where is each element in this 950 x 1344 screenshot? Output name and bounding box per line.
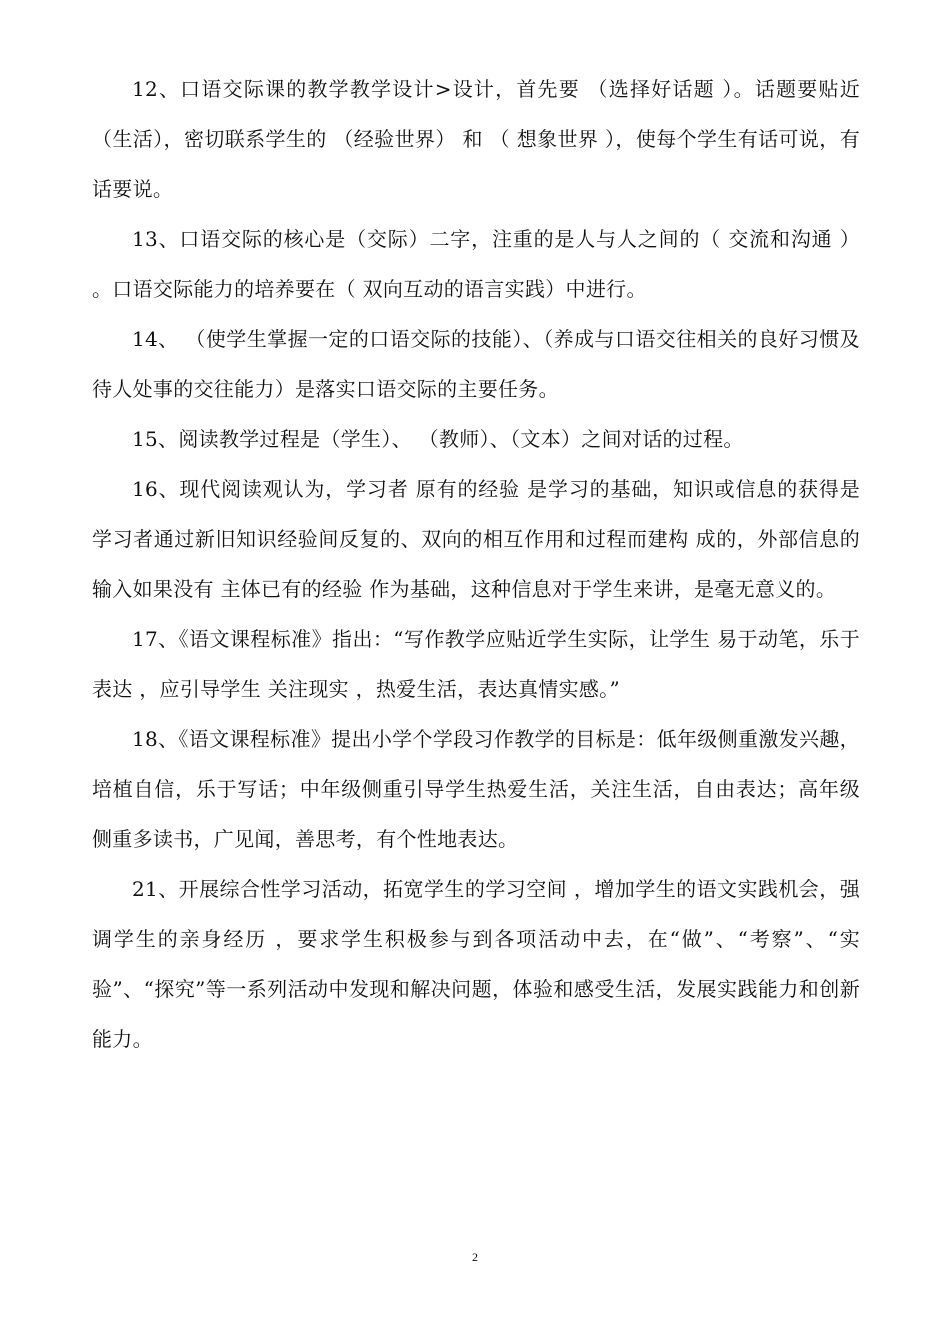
paragraph-item-17: 17、《语文课程标准》指出：“写作教学应贴近学生实际，让学生 易于动笔，乐于表达 ，应引导学生 关注现实 ，热爱生活，表达真情实感。”: [92, 627, 860, 701]
paragraph-item-15: 15、阅读教学过程是（学生）、 （教师）、（文本）之间对话的过程。: [132, 427, 744, 451]
document-body: [92, 64, 860, 1064]
paragraph-item-12: 12、口语交际课的教学教学设计>设计，首先要 （选择好话题 ）。话题要贴近（生活），密切联系学生的 （经验世界） 和 （ 想象世界 ），使每个学生有话可说，有话要说。: [92, 77, 860, 201]
paragraph-item-21: 21、开展综合性学习活动，拓宽学生的学习空间 ，增加学生的语文实践机会，强调学生的亲身经历 ，要求学生积极参与到各项活动中去，在“做”、“考察”、“实验”、“探究”等一系列活动中发现和解决问题，体验和感受生活，发展实践能力和创新能力。: [92, 877, 860, 1051]
paragraph-item-16: 16、现代阅读观认为，学习者 原有的经验 是学习的基础，知识或信息的获得是学习者通过新旧知识经验间反复的、双向的相互作用和过程而建构 成的，外部信息的输入如果没有 主体已有的经验 作为基础，这种信息对于学生来讲，是毫无意义的。: [92, 477, 860, 601]
paragraph-item-14: 14、 （使学生掌握一定的口语交际的技能）、（养成与口语交往相关的良好习惯及待人处事的交往能力）是落实口语交际的主要任务。: [92, 327, 860, 401]
paragraph-item-13: 13、口语交际的核心是（交际）二字，注重的是人与人之间的（ 交流和沟通 ） 。口语交际能力的培养要在（ 双向互动的语言实践）中进行。: [92, 227, 860, 301]
paragraph-item-18: 18、《语文课程标准》提出小学个学段习作教学的目标是：低年级侧重激发兴趣，培植自信，乐于写话；中年级侧重引导学生热爱生活，关注生活，自由表达；高年级侧重多读书，广见闻，善思考，有个性地表达。: [92, 727, 860, 851]
page-number: 2: [472, 1250, 478, 1264]
